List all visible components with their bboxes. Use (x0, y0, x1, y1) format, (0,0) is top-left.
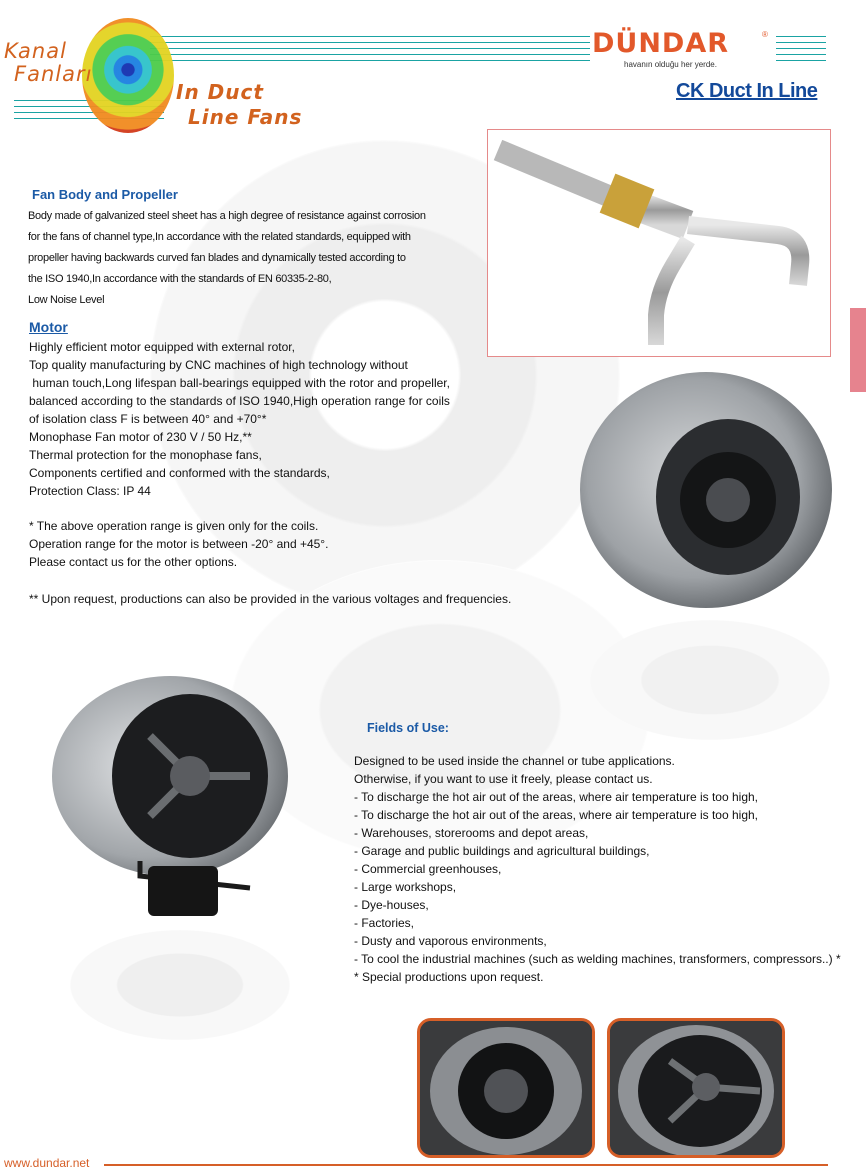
flex-duct (498, 150, 618, 200)
motor-line: human touch,Long lifespan ball-bearings equipped with the rotor and propeller, (29, 376, 450, 390)
fan-body-text (28, 206, 488, 311)
kanal-line-1: Kanal (4, 39, 67, 63)
note-line: Please contact us for the other options. (29, 555, 238, 569)
fields-line: Designed to be used inside the channel or tube applications. (354, 754, 675, 768)
fan-body-line: Low Noise Level (28, 294, 105, 306)
motor-heading: Motor (29, 319, 68, 335)
motor-hub (692, 1073, 720, 1101)
inline-fan-photo-right (578, 372, 834, 622)
footer-rule (104, 1164, 828, 1166)
motor-line: Thermal protection for the monophase fans, (29, 448, 262, 462)
fields-line: - Dye-houses, (354, 898, 429, 912)
fields-line: - Warehouses, storerooms and depot areas, (354, 826, 589, 840)
induct-line-2: Line Fans (188, 105, 303, 129)
motor-text (29, 338, 489, 500)
fan-body-line: propeller having backwards curved fan blades and dynamically tested according to (28, 252, 406, 264)
duct-assembly-photo (487, 129, 831, 357)
fields-line: * Special productions upon request. (354, 970, 544, 984)
fields-line: - Commercial greenhouses, (354, 862, 502, 876)
note-line: * The above operation range is given only for the coils. (29, 519, 319, 533)
fields-line: - To cool the industrial machines (such as welding machines, transformers, compressors..) * (354, 952, 841, 966)
note-line: Operation range for the motor is between -20° and +45°. (29, 537, 329, 551)
fan-body-heading: Fan Body and Propeller (32, 187, 178, 202)
fan-reflection-left (70, 930, 290, 1040)
fields-line: - Garage and public buildings and agricultural buildings, (354, 844, 650, 858)
fields-line: - Factories, (354, 916, 415, 930)
motor-line: Top quality manufacturing by CNC machines of high technology without (29, 358, 408, 372)
motor-line: Components certified and conformed with the standards, (29, 466, 330, 480)
inline-fan-photo-left (50, 676, 296, 926)
header-lines-top (150, 36, 590, 66)
kanal-fanlari-title (4, 40, 92, 86)
fields-line: - Large workshops, (354, 880, 457, 894)
fields-line: Otherwise, if you want to use it freely, please contact us. (354, 772, 653, 786)
kanal-line-2: Fanları (14, 62, 93, 86)
induct-line-1: In Duct (176, 80, 264, 104)
fan-body-line: Body made of galvanized steel sheet has a high degree of resistance against corrosion (28, 210, 426, 222)
footer-url[interactable]: www.dundar.net (4, 1156, 90, 1170)
fields-of-use-text (354, 752, 859, 986)
fan-reflection-right (590, 620, 830, 740)
product-title: CK Duct In Line (676, 80, 818, 102)
brand-tagline: havanın olduğu her yerde. (624, 60, 717, 69)
motor-line: Highly efficient motor equipped with external rotor, (29, 340, 295, 354)
motor-line: balanced according to the standards of ISO 1940,High operation range for coils (29, 394, 450, 408)
connection-box (148, 866, 218, 916)
dundar-logo: DÜNDAR (592, 28, 730, 59)
fan-hub (170, 756, 210, 796)
fields-of-use-heading: Fields of Use: (367, 721, 449, 735)
header-lines-right (776, 36, 826, 66)
side-tab (850, 308, 866, 392)
pipe-upper-branch (688, 225, 800, 285)
inline-fan-illustration-left (50, 676, 296, 926)
inline-fan-illustration-right (578, 372, 834, 622)
coil-range-note (29, 517, 489, 571)
fan-hub (706, 478, 750, 522)
in-duct-line-fans-title (176, 80, 302, 130)
motor-line: Protection Class: IP 44 (29, 484, 151, 498)
motor-line: of isolation class F is between 40° and +70°* (29, 412, 267, 426)
fan-body-line: for the fans of channel type,In accordance with the related standards, equipped with (28, 231, 411, 243)
fields-line: - To discharge the hot air out of the areas, where air temperature is too high, (354, 790, 759, 804)
motor-line: Monophase Fan motor of 230 V / 50 Hz,** (29, 430, 252, 444)
fields-line: - Dusty and vaporous environments, (354, 934, 547, 948)
duct-assembly-illustration (488, 130, 830, 356)
pipe-lower-branch (656, 240, 688, 345)
impeller-hub (484, 1069, 528, 1113)
voltage-note: ** Upon request, productions can also be provided in the various voltages and frequencies. (29, 592, 512, 606)
bracket-closeup-illustration (610, 1021, 782, 1155)
impeller-closeup-photo (417, 1018, 595, 1158)
impeller-closeup-illustration (420, 1021, 592, 1155)
registered-mark: ® (762, 30, 768, 39)
fields-line: - To discharge the hot air out of the areas, where air temperature is too high, (354, 808, 759, 822)
fan-logo-image (82, 18, 174, 133)
bracket-closeup-photo (607, 1018, 785, 1158)
fan-body-line: the ISO 1940,In accordance with the standards of EN 60335-2-80, (28, 273, 332, 285)
